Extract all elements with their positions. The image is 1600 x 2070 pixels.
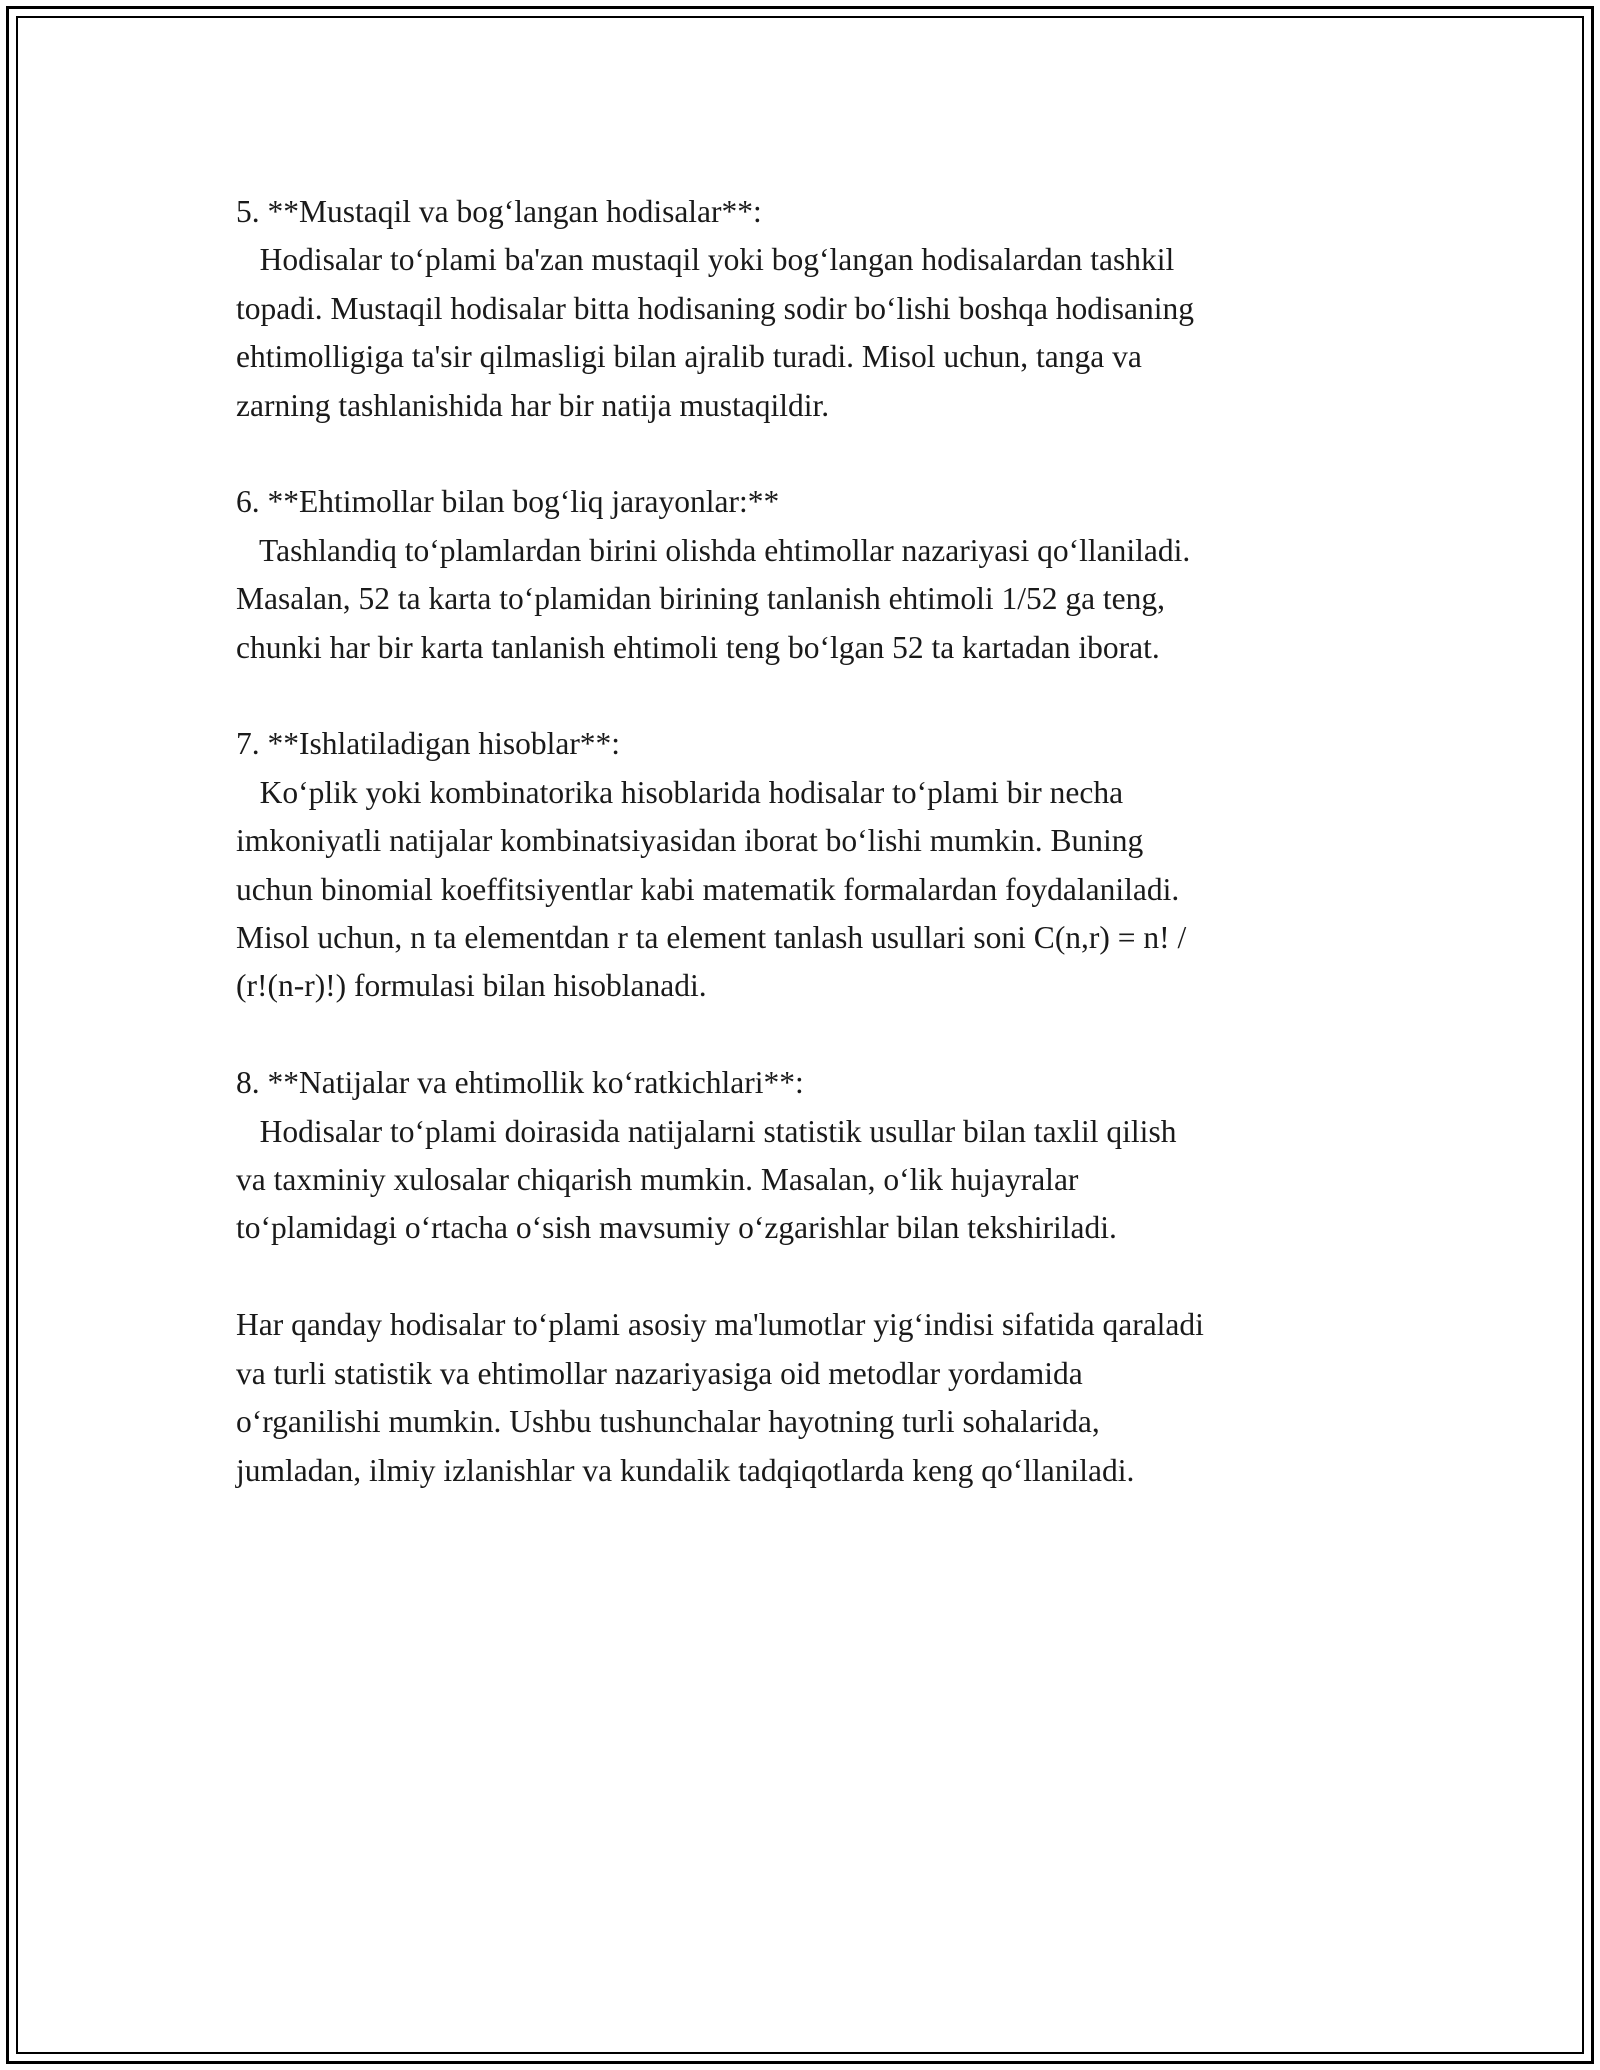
paragraph-line: Tashlandiq to‘plamlardan birini olishda ehtimollar nazariyasi qo‘llaniladi. xyxy=(236,532,1191,568)
section-heading: 8. **Natijalar va ehtimollik ko‘ratkichlari**: xyxy=(236,1065,804,1101)
paragraph-line: topadi. Mustaqil hodisalar bitta hodisaning sodir bo‘lishi boshqa hodisaning xyxy=(236,290,1195,326)
conclusion-paragraph xyxy=(236,1301,1386,1495)
paragraph-line: to‘plamidagi o‘rtacha o‘sish mavsumiy o‘zgarishlar bilan tekshiriladi. xyxy=(236,1210,1117,1246)
section-8 xyxy=(236,1059,1386,1253)
section-6 xyxy=(236,478,1386,672)
paragraph-line: Ko‘plik yoki kombinatorika hisoblarida hodisalar to‘plami bir necha xyxy=(236,774,1124,810)
paragraph-line: Hodisalar to‘plami doirasida natijalarni statistik usullar bilan taxlil qilish xyxy=(236,1113,1177,1149)
paragraph-line: ehtimolligiga ta'sir qilmasligi bilan ajralib turadi. Misol uchun, tanga va xyxy=(236,339,1142,375)
paragraph-line: Masalan, 52 ta karta to‘plamidan birining tanlanish ehtimoli 1/52 ga teng, xyxy=(236,581,1166,617)
paragraph-line: Har qanday hodisalar to‘plami asosiy ma'lumotlar yig‘indisi sifatida qaraladi xyxy=(236,1307,1204,1343)
paragraph-line: uchun binomial koeffitsiyentlar kabi matematik formalardan foydalaniladi. xyxy=(236,871,1180,907)
paragraph-line: (r!(n-r)!) formulasi bilan hisoblanadi. xyxy=(236,968,707,1004)
section-heading: 5. **Mustaqil va bog‘langan hodisalar**: xyxy=(236,194,762,229)
paragraph-line: chunki har bir karta tanlanish ehtimoli teng bo‘lgan 52 ta kartadan iborat. xyxy=(236,629,1160,665)
paragraph-line: Misol uchun, n ta elementdan r ta element tanlash usullari soni C(n,r) = n! / xyxy=(236,920,1187,956)
section-5 xyxy=(236,188,1386,430)
section-7 xyxy=(236,720,1386,1010)
paragraph-line: va turli statistik va ehtimollar nazariyasiga oid metodlar yordamida xyxy=(236,1355,1083,1391)
paragraph-line: Hodisalar to‘plami ba'zan mustaqil yoki bog‘langan hodisalardan tashkil xyxy=(236,242,1175,278)
paragraph-line: imkoniyatli natijalar kombinatsiyasidan iborat bo‘lishi mumkin. Buning xyxy=(236,823,1144,859)
paragraph-line: jumladan, ilmiy izlanishlar va kundalik tadqiqotlarda keng qo‘llaniladi. xyxy=(236,1452,1135,1488)
document-body xyxy=(236,188,1386,1543)
paragraph-line: zarning tashlanishida har bir natija mustaqildir. xyxy=(236,387,830,423)
paragraph-line: va taxminiy xulosalar chiqarish mumkin. Masalan, o‘lik hujayralar xyxy=(236,1162,1079,1198)
section-heading: 6. **Ehtimollar bilan bog‘liq jarayonlar:** xyxy=(236,484,780,520)
section-heading: 7. **Ishlatiladigan hisoblar**: xyxy=(236,726,621,762)
paragraph-line: o‘rganilishi mumkin. Ushbu tushunchalar hayotning turli sohalarida, xyxy=(236,1404,1100,1440)
